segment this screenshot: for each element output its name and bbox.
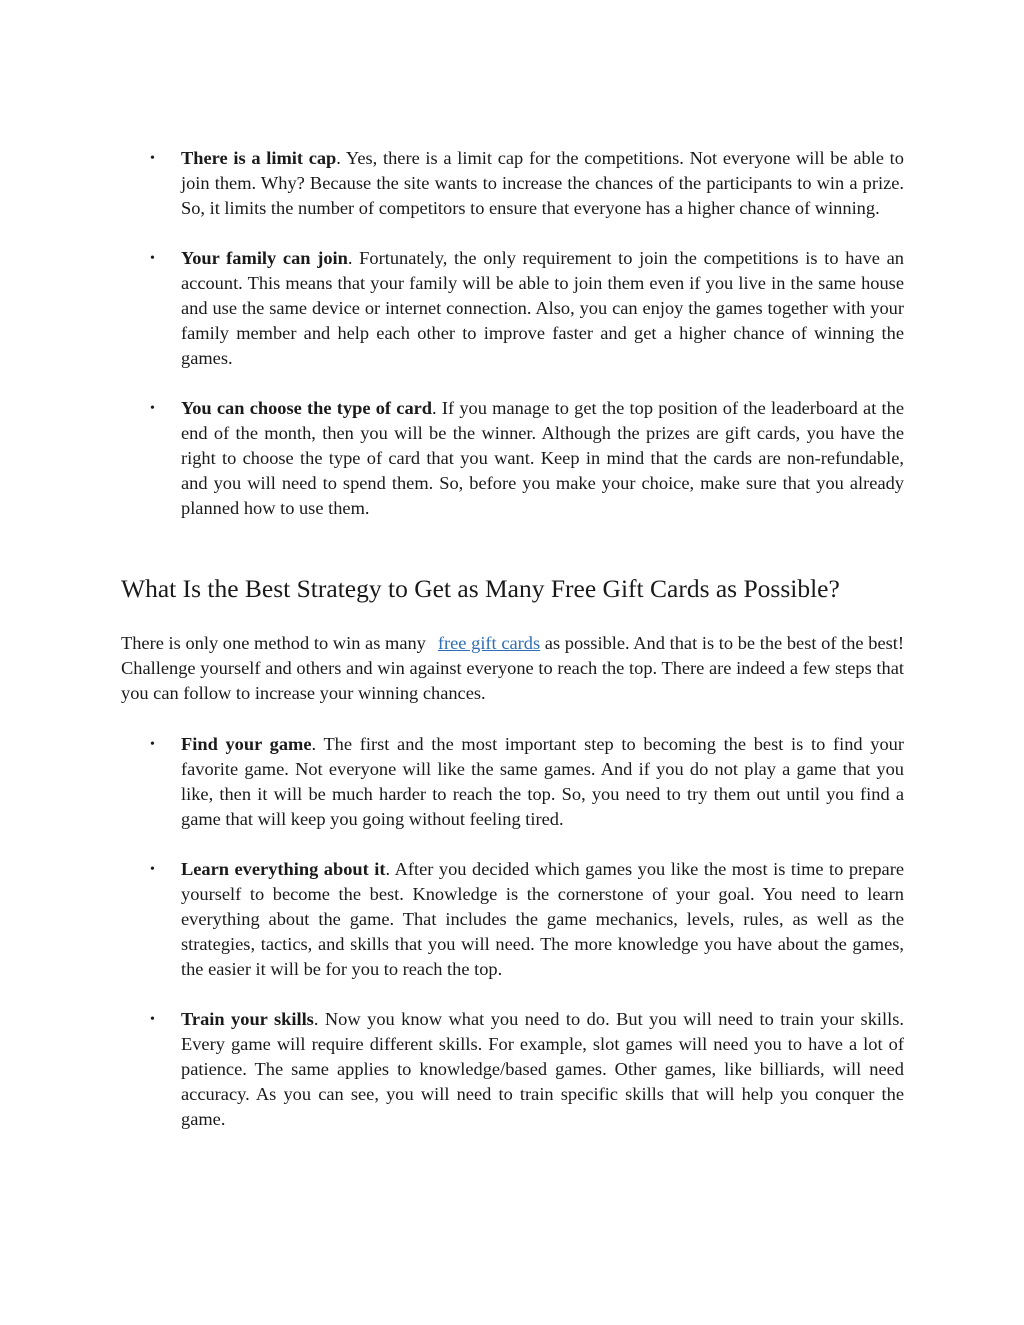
intro-paragraph — [121, 631, 904, 706]
item-text: . Fortunately, the only requirement to join the competitions is to have an account. This means that your family will be able to join them even if you live in the same house and use the same device or internet connection. Also, you can enjoy the games together with your family member and help each other to improve faster and get a higher chance of winning the games. — [181, 248, 904, 368]
intro-text-after: as possible. And that is to be the best of the best! Challenge yourself and others and win against everyone to reach the top. There are indeed a few steps that you can follow to increase your winning chances. — [121, 633, 904, 703]
item-text: . Now you know what you need to do. But you will need to train your skills. Every game will require different skills. For example, slot games will need you to have a lot of patience. The same applies to knowledge/based games. Other games, like billiards, will need accuracy. As you can see, you will need to train specific skills that will help you conquer the game. — [181, 1009, 904, 1129]
bullet-icon: • — [150, 1012, 155, 1027]
list-item-choose-card-type — [146, 396, 904, 521]
list-item-limit-cap — [146, 146, 904, 221]
benefits-list — [146, 146, 904, 521]
bullet-icon: • — [150, 862, 155, 877]
item-lead: There is a limit cap — [181, 148, 337, 168]
bullet-icon: • — [150, 151, 155, 166]
bullet-icon: • — [150, 401, 155, 416]
item-lead: Train your skills — [181, 1009, 314, 1029]
item-text: . After you decided which games you like the most is time to prepare yourself to become the best. Knowledge is the cornerstone of your goal. You need to learn everything about the game. That includes the game mechanics, levels, rules, as well as the strategies, tactics, and skills that you will need. The more knowledge you have about the games, the easier it will be for you to reach the top. — [181, 859, 904, 979]
free-gift-cards-link[interactable]: free gift cards — [437, 633, 541, 653]
list-item-learn-everything — [146, 857, 904, 982]
list-item-family-can-join — [146, 246, 904, 371]
item-lead: You can choose the type of card — [181, 398, 433, 418]
list-item-train-your-skills — [146, 1007, 904, 1132]
section-heading: What Is the Best Strategy to Get as Many Free Gift Cards as Possible? — [121, 574, 840, 603]
item-text: . Yes, there is a limit cap for the competitions. Not everyone will be able to join them. Why? Because the site wants to increase the chances of the participants to win a prize. So, it limits the number of competitors to ensure that everyone has a higher chance of winning. — [181, 148, 904, 218]
bullet-icon: • — [150, 737, 155, 752]
list-item-find-your-game — [146, 732, 904, 832]
item-text: . The first and the most important step to becoming the best is to find your favorite game. Not everyone will like the same games. And if you do not play a game that you like, then it will be much harder to reach the top. So, you need to try them out until you find a game that will keep you going without feeling tired. — [181, 734, 904, 829]
intro-text-before: There is only one method to win as many — [121, 633, 426, 653]
item-lead: Learn everything about it — [181, 859, 386, 879]
item-text: . If you manage to get the top position of the leaderboard at the end of the month, then you will be the winner. Although the prizes are gift cards, you have the right to choose the type of card that you want. Keep in mind that the cards are non-refundable, and you will need to spend them. So, before you make your choice, make sure that you already planned how to use them. — [181, 398, 904, 518]
steps-list — [146, 732, 904, 1132]
bullet-icon: • — [150, 251, 155, 266]
item-lead: Find your game — [181, 734, 312, 754]
item-lead: Your family can join — [181, 248, 348, 268]
